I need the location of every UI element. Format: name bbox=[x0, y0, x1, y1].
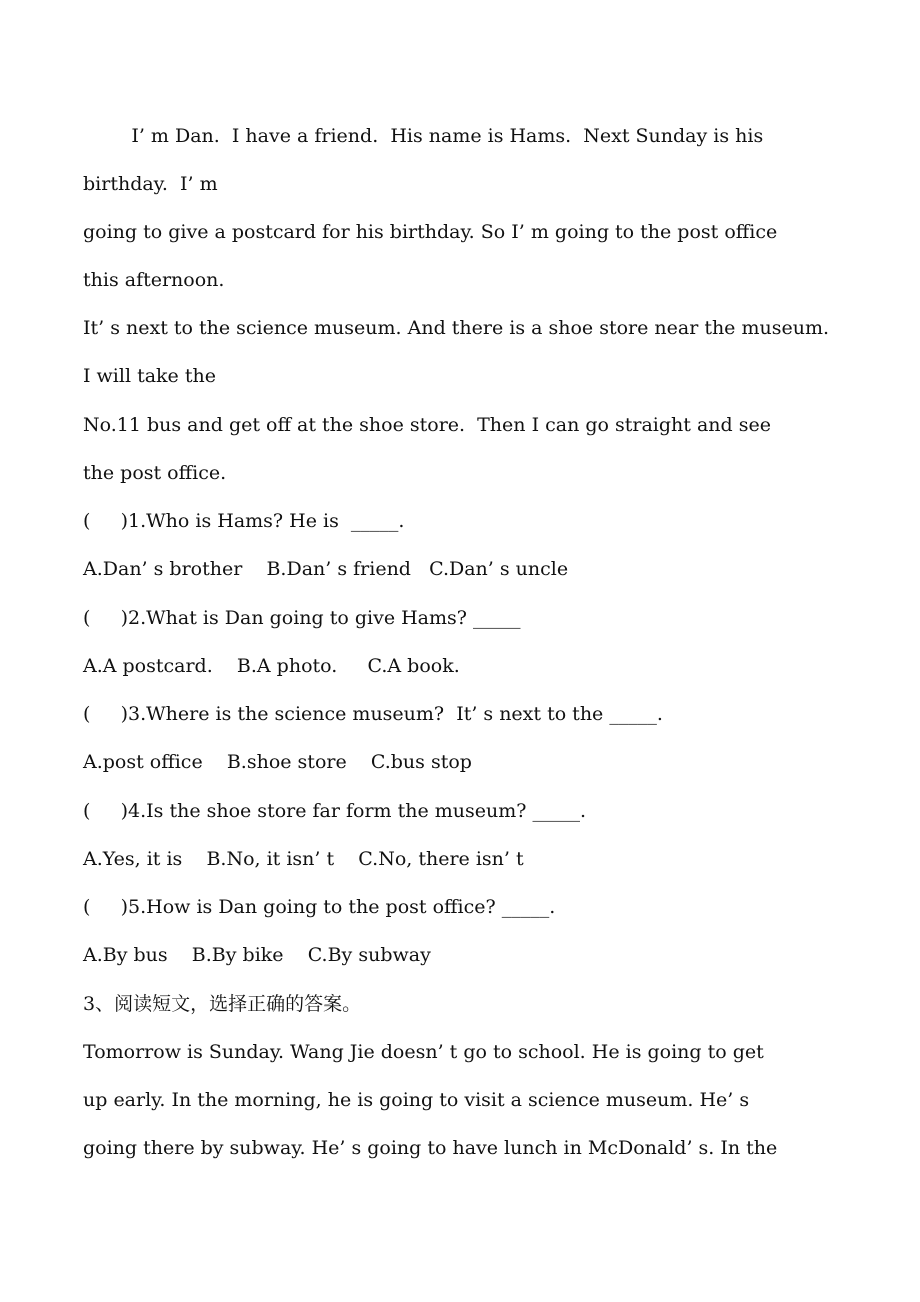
question-5-stem: ( )5.How is Dan going to the post office? _____. bbox=[83, 896, 556, 918]
question-2-options: A.A postcard. B.A photo. C.A book. bbox=[83, 655, 460, 677]
question-4-stem: ( )4.Is the shoe store far form the museum? _____. bbox=[83, 800, 587, 822]
question-2-stem: ( )2.What is Dan going to give Hams? _____ bbox=[83, 607, 521, 629]
passage2-line: Tomorrow is Sunday. Wang Jie doesn’ t go to school. He is going to get bbox=[83, 1041, 764, 1063]
passage2-line: going there by subway. He’ s going to have lunch in McDonald’ s. In the bbox=[83, 1137, 778, 1159]
question-1-stem: ( )1.Who is Hams? He is _____. bbox=[83, 510, 405, 532]
question-3-options: A.post office B.shoe store C.bus stop bbox=[83, 751, 472, 773]
passage-line: No.11 bus and get off at the shoe store. Then I can go straight and see bbox=[83, 414, 771, 436]
passage-line: I’ m Dan. I have a friend. His name is Hams. Next Sunday is his bbox=[83, 125, 764, 147]
passage-line: It’ s next to the science museum. And there is a shoe store near the museum. bbox=[83, 317, 830, 339]
passage-line: birthday. I’ m bbox=[83, 173, 218, 195]
passage2-line: up early. In the morning, he is going to visit a science museum. He’ s bbox=[83, 1089, 750, 1111]
question-4-options: A.Yes, it is B.No, it isn’ t C.No, there isn’ t bbox=[83, 848, 524, 870]
passage-line: going to give a postcard for his birthday. So I’ m going to the post office bbox=[83, 221, 778, 243]
section-3-heading: 3、阅读短文，选择正确的答案。 bbox=[83, 993, 362, 1015]
question-5-options: A.By bus B.By bike C.By subway bbox=[83, 944, 431, 966]
passage-line: the post office. bbox=[83, 462, 227, 484]
passage-line: this afternoon. bbox=[83, 269, 225, 291]
question-1-options: A.Dan’ s brother B.Dan’ s friend C.Dan’ s uncle bbox=[83, 558, 569, 580]
question-3-stem: ( )3.Where is the science museum? It’ s next to the _____. bbox=[83, 703, 663, 725]
passage-line: I will take the bbox=[83, 365, 216, 387]
